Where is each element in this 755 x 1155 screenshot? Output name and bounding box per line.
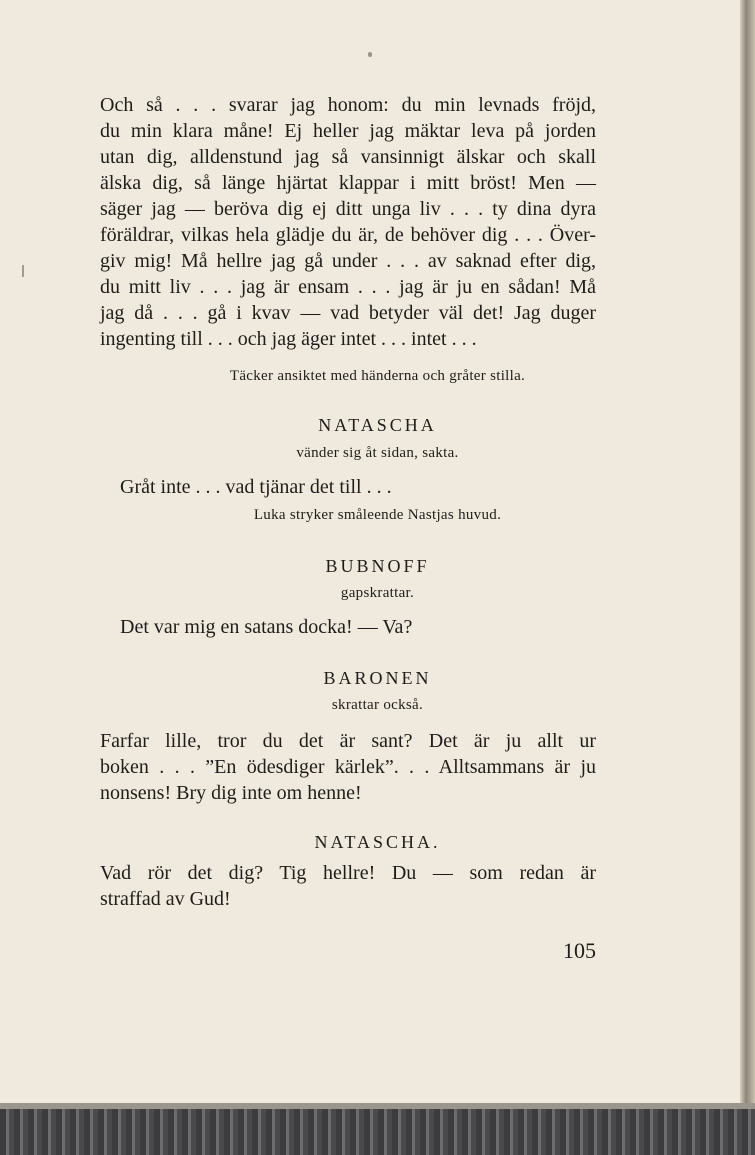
stage-direction: vänder sig åt sidan, sakta. <box>296 445 459 461</box>
speaker-name: NATASCHA. <box>314 832 441 852</box>
stage-direction: skrattar också. <box>331 697 424 713</box>
text-line: Farfar lille, tror du det är sant? Det är ju allt ur <box>100 730 596 752</box>
text-line: giv mig! Må hellre jag gå under . . . av saknad efter dig, <box>100 250 596 272</box>
text-line: föräldrar, vilkas hela glädje du är, de behöver dig . . . Över- <box>100 224 596 246</box>
paragraph-3 <box>100 860 596 912</box>
text-line: Det var mig en satans docka! — Va? <box>120 616 413 638</box>
speaker-name: BUBNOFF <box>325 556 430 576</box>
text-line: straffad av Gud! <box>100 888 231 910</box>
text-line: jag då . . . gå i kvav — vad betyder väl det! Jag duger <box>100 302 596 324</box>
page-edge-right <box>740 0 755 1155</box>
text-line: utan dig, alldenstund jag så vansinnigt älskar och skall <box>100 146 596 168</box>
stage-direction: Luka stryker småleende Nastjas huvud. <box>253 507 502 523</box>
text-line: Gråt inte . . . vad tjänar det till . . . <box>120 476 392 498</box>
text-line: älska dig, så länge hjärtat klappar i mitt bröst! Men — <box>100 172 596 194</box>
speaker-name: NATASCHA <box>318 415 437 435</box>
stage-direction: gapskrattar. <box>340 585 415 601</box>
text-line: ingenting till . . . och jag äger intet . . . intet . . . <box>100 328 477 350</box>
text-line: Och så . . . svarar jag honom: du min levnads fröjd, <box>100 94 596 116</box>
text-line: du min klara måne! Ej heller jag mäktar leva på jorden <box>100 120 596 142</box>
ink-speck <box>22 265 24 277</box>
dialogue-line <box>120 474 580 500</box>
paragraph-1 <box>100 92 596 352</box>
text-line: boken . . . ”En ödesdiger kärlek”. . . Alltsammans är ju <box>100 756 596 778</box>
speaker-name: BARONEN <box>323 668 432 688</box>
dialogue-line <box>120 614 580 640</box>
text-line: du mitt liv . . . jag är ensam . . . jag är ju en sådan! Må <box>100 276 596 298</box>
page-edge-bottom <box>0 1103 755 1155</box>
text-line: nonsens! Bry dig inte om henne! <box>100 782 362 804</box>
text-line: Vad rör det dig? Tig hellre! Du — som redan är <box>100 862 596 884</box>
ink-speck <box>368 52 372 57</box>
page-number: 105 <box>563 938 596 963</box>
text-line: säger jag — beröva dig ej ditt unga liv . . . ty dina dyra <box>100 198 596 220</box>
stage-direction: Täcker ansiktet med händerna och gråter stilla. <box>229 368 526 384</box>
paragraph-2 <box>100 728 596 806</box>
